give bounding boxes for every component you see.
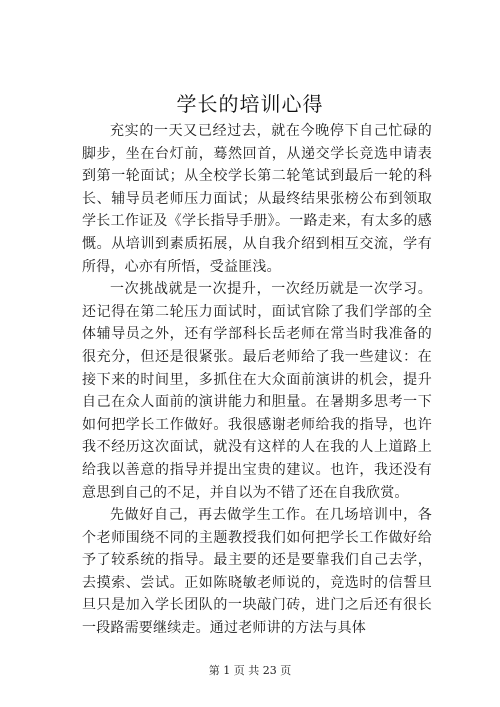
page-footer: 第 1 页 共 23 页 [208,664,292,677]
document-body [82,120,432,640]
paragraph-3: 先做好自己，再去做学生工作。在几场培训中，各个老师围绕不同的主题教授我们如何把学长工作做好给予了较系统的指导。最主要的还是要靠我们自己去学，去摸索、尝试。正如陈晓敏老师说的，竞选时的信誓旦旦只是加入学长团队的一块敲门砖，进门之后还有很长一段路需要继续走。通过老师讲的方法与具体 [82,507,432,637]
paragraph-2: 一次挑战就是一次提升，一次经历就是一次学习。还记得在第二轮压力面试时，面试官除了我们学部的全体辅导员之外，还有学部科长岳老师在常当时我准备的很充分，但还是很紧张。最后老师给了我一些建议：在接下来的时间里，多抓住在大众面前演讲的机会，提升自己在众人面前的演讲能力和胆量。在暑期多思考一下如何把学长工作做好。我很感谢老师给我的指导，也许我不经历这次面试，就没有这样的人在我的人上道路上给我以善意的指导并提出宝贵的建议。也许，我还没有意思到自己的不足，并自以为不错了还在自我欣赏。 [82,281,432,501]
page-title: 学长的培训心得 [176,92,324,116]
paragraph-1: 充实的一天又已经过去，就在今晚停下自己忙碌的脚步，坐在台灯前，蓦然回首，从递交学长竞选申请表到第一轮面试；从全校学长第二轮笔试到最后一轮的科长、辅导员老师压力面试；从最终结果张榜公布到领取学长工作证及《学长指导手册》。一路走来，有太多的感慨。从培训到素质拓展，从自我介绍到相互交流，学有所得，心亦有所悟，受益匪浅。 [82,123,432,275]
